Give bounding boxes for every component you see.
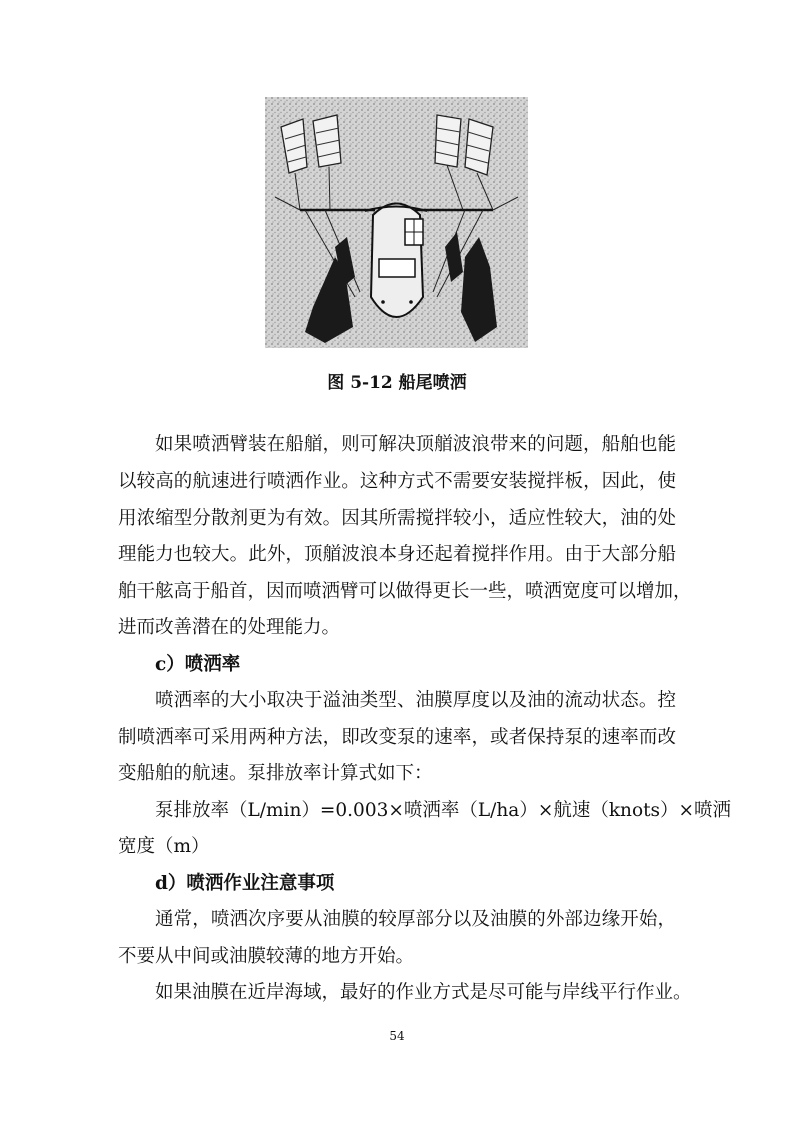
paragraph-line: 理能力也较大。此外，顶艏波浪本身还起着搅拌作用。由于大部分船 — [118, 544, 676, 565]
figure-stern-spraying — [265, 97, 528, 348]
paragraph-line: 用浓缩型分散剂更为有效。因其所需搅拌较小，适应性较大，油的处 — [118, 508, 676, 529]
page-number: 54 — [389, 1029, 405, 1043]
paragraph-line: 变船舶的航速。泵排放率计算式如下： — [118, 763, 433, 784]
section-heading-d: d）喷洒作业注意事项 — [155, 873, 335, 894]
paragraph-line: 不要从中间或油膜较薄的地方开始。 — [118, 946, 415, 967]
formula-line: 泵排放率（L/min）=0.003×喷洒率（L/ha）×航速（knots）×喷洒 — [155, 800, 732, 821]
paragraph-line: 制喷洒率可采用两种方法，即改变泵的速率，或者保持泵的速率而改 — [118, 727, 676, 748]
stern-spraying-illustration — [265, 97, 528, 348]
paragraph-line: 通常，喷洒次序要从油膜的较厚部分以及油膜的外部边缘开始， — [155, 909, 676, 930]
paragraph-line: 舶干舷高于船首，因而喷洒臂可以做得更长一些，喷洒宽度可以增加， — [118, 581, 692, 602]
figure-caption: 图 5-12 船尾喷洒 — [327, 373, 467, 393]
paragraph-line: 如果油膜在近岸海域，最好的作业方式是尽可能与岸线平行作业。 — [155, 982, 692, 1003]
section-heading-c: c）喷洒率 — [155, 654, 241, 675]
paragraph-line: 以较高的航速进行喷洒作业。这种方式不需要安装搅拌板，因此，使 — [118, 471, 676, 492]
paragraph-line: 喷洒率的大小取决于溢油类型、油膜厚度以及油的流动状态。控 — [155, 690, 676, 711]
formula-line: 宽度（m） — [118, 836, 210, 857]
paragraph-line: 如果喷洒臂装在船艏，则可解决顶艏波浪带来的问题，船舶也能 — [155, 434, 676, 455]
paragraph-line: 进而改善潜在的处理能力。 — [118, 617, 341, 638]
